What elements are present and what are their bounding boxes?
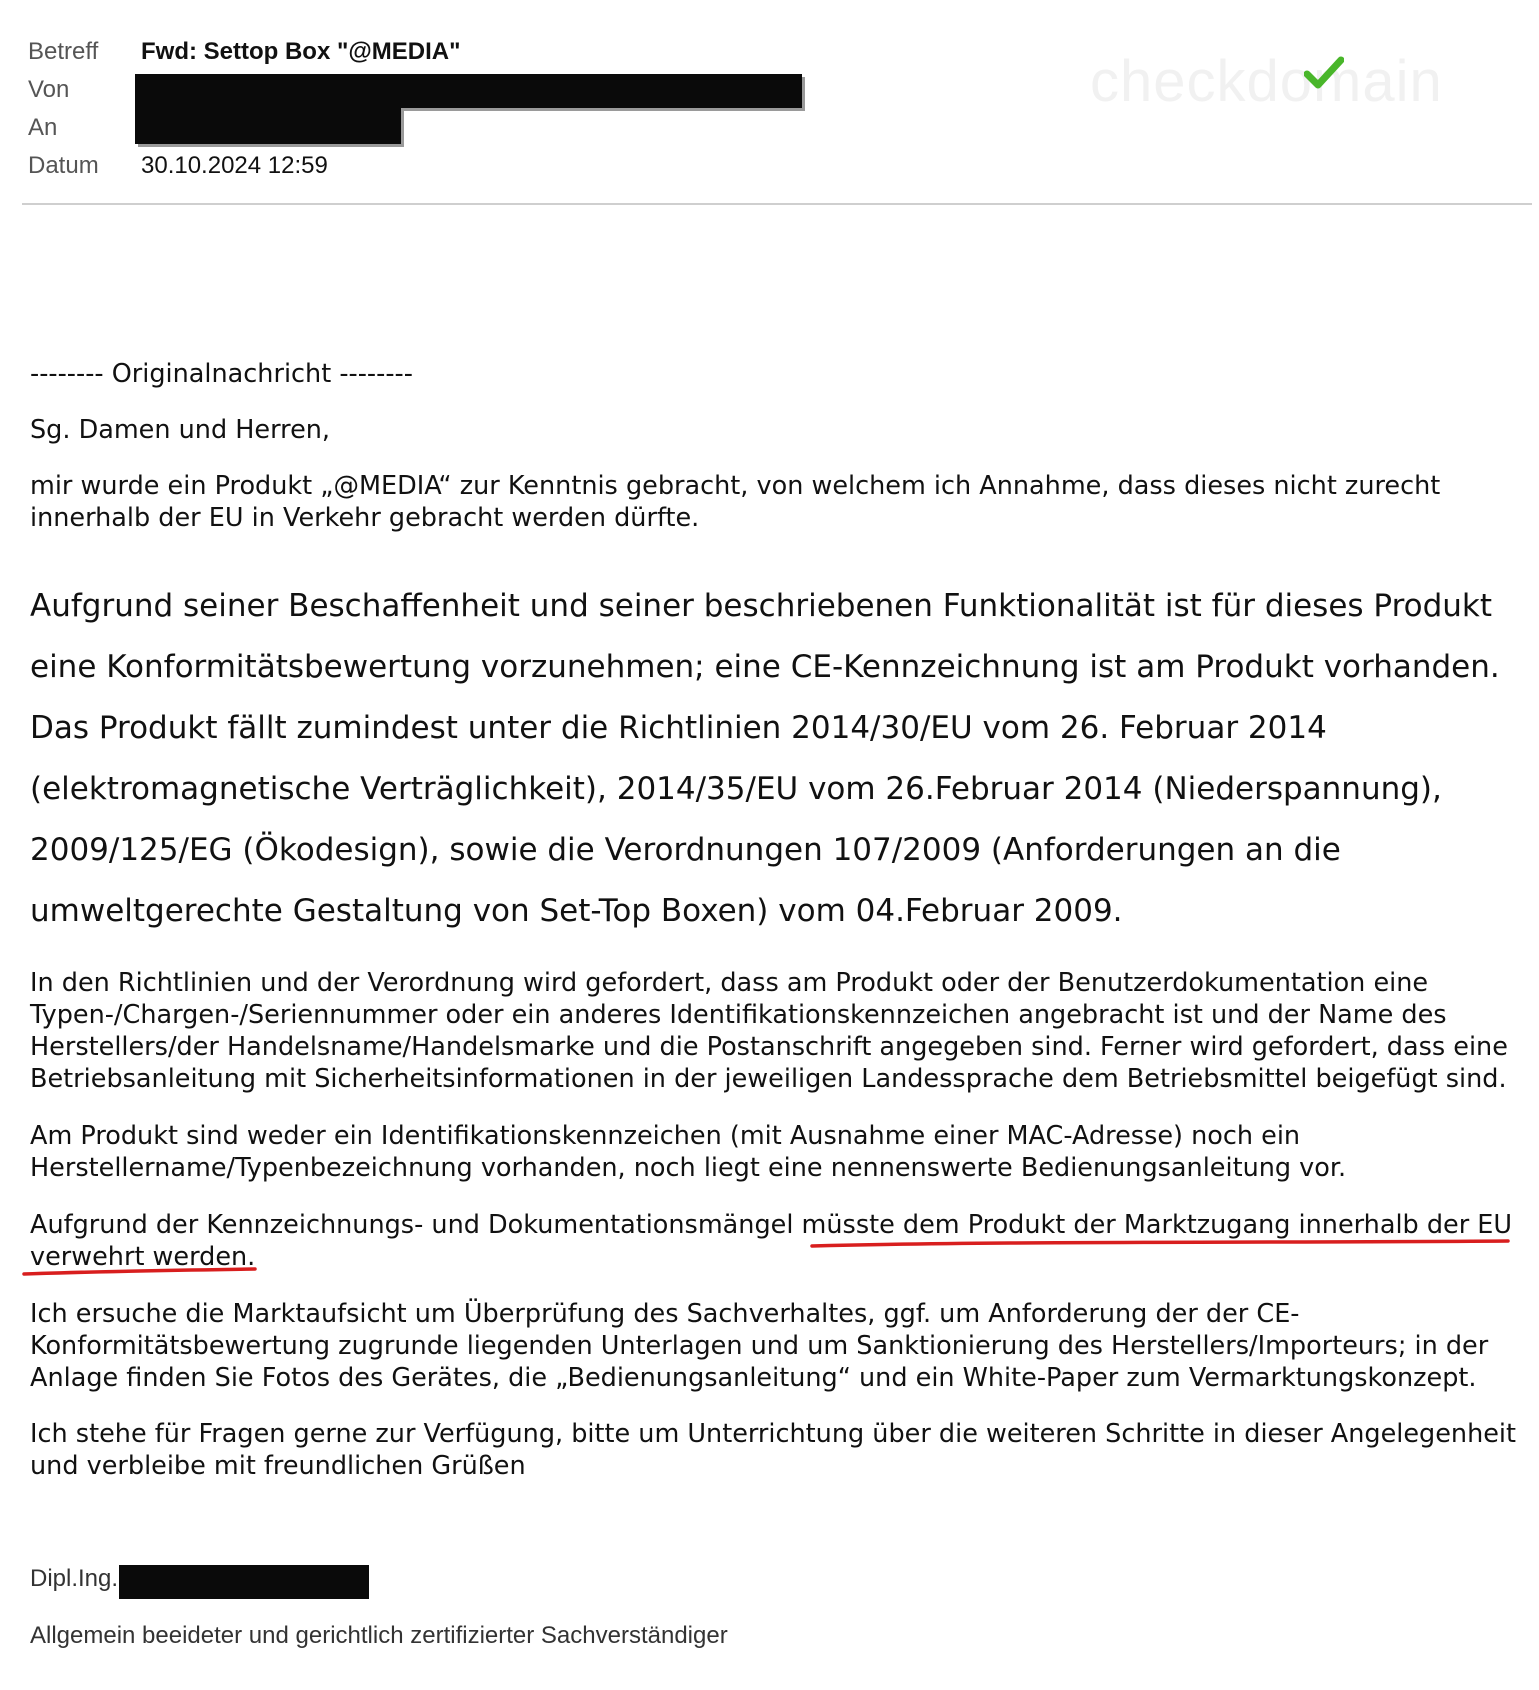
text-line: umweltgerechte Gestaltung von Set-Top Boxen) vom 04.Februar 2009. [30, 893, 1123, 929]
text-line: innerhalb der EU in Verkehr gebracht werden dürfte. [30, 503, 700, 533]
redacted-signature-name [119, 1565, 369, 1599]
text-line: mir wurde ein Produkt „@MEDIA“ zur Kenntnis gebracht, von welchem ich Annahme, dass dieses nicht zurecht [30, 471, 1441, 501]
signature-role: Allgemein beeideter und gerichtlich zertifizierter Sachverständiger [30, 1622, 728, 1649]
email-subject: Fwd: Settop Box "@MEDIA" [141, 38, 461, 65]
text-line: In den Richtlinien und der Verordnung wird gefordert, dass am Produkt oder der Benutzerdokumentation eine [30, 968, 1429, 998]
text-line: Am Produkt sind weder ein Identifikationskennzeichen (mit Ausnahme einer MAC-Adresse) noch ein [30, 1121, 1301, 1151]
text-line: Aufgrund der Kennzeichnungs- und Dokumentationsmängel müsste dem Produkt der Marktzugang innerhalb der EU [30, 1210, 1513, 1240]
greeting: Sg. Damen und Herren, [30, 415, 331, 445]
text-line: Herstellername/Typenbezeichnung vorhanden, noch liegt eine nennenswerte Bedienungsanleitung vor. [30, 1153, 1347, 1183]
text-line: eine Konformitätsbewertung vorzunehmen; eine CE-Kennzeichnung ist am Produkt vorhanden. [30, 649, 1500, 685]
text-line: 2009/125/EG (Ökodesign), sowie die Verordnungen 107/2009 (Anforderungen an die [30, 832, 1341, 868]
text-line: Ich stehe für Fragen gerne zur Verfügung, bitte um Unterrichtung über die weiteren Schritte in dieser Angelegenheit [30, 1419, 1517, 1449]
text-line: Ich ersuche die Marktaufsicht um Überprüfung des Sachverhaltes, ggf. um Anforderung der der CE- [30, 1299, 1300, 1329]
request-paragraph [30, 1298, 1488, 1394]
text-line: Konformitätsbewertung zugrunde liegenden Unterlagen und um Sanktionierung des Herstellers/Importeurs; in der [30, 1331, 1489, 1361]
original-message-marker: -------- Originalnachricht -------- [30, 359, 413, 389]
from-label: Von [28, 76, 70, 103]
closing-paragraph [30, 1418, 1516, 1482]
text-line: Das Produkt fällt zumindest unter die Richtlinien 2014/30/EU vom 26. Februar 2014 [30, 710, 1327, 746]
text-line: Typen-/Chargen-/Seriennummer oder ein anderes Identifikationskennzeichen angebracht ist und der Name des [30, 1000, 1447, 1030]
subject-label: Betreff [28, 38, 99, 65]
text-line: (elektromagnetische Verträglichkeit), 2014/35/EU vom 26.Februar 2014 (Niederspannung), [30, 771, 1442, 807]
text-line: Aufgrund seiner Beschaffenheit und seiner beschriebenen Funktionalität ist für dieses Produkt [30, 588, 1493, 624]
checkdomain-logo: checkdomain [1090, 49, 1443, 114]
text-line: verwehrt werden. [30, 1242, 256, 1272]
text-line: Anlage finden Sie Fotos des Gerätes, die „Bedienungsanleitung“ und ein White-Paper zum Vermarktungskonzept. [30, 1363, 1477, 1393]
to-label: An [28, 114, 58, 141]
text-line: und verbleibe mit freundlichen Grüßen [30, 1451, 526, 1481]
text-line: Herstellers/der Handelsname/Handelsmarke und die Postanschrift angegeben sind. Ferner wird gefordert, dass eine [30, 1032, 1508, 1062]
text-line: Betriebsanleitung mit Sicherheitsinformationen in der jeweiligen Landessprache dem Betriebsmittel beigefügt sind. [30, 1064, 1507, 1094]
date-label: Datum [28, 152, 99, 179]
email-date: 30.10.2024 12:59 [141, 152, 328, 179]
signature-title: Dipl.Ing. [30, 1565, 119, 1592]
